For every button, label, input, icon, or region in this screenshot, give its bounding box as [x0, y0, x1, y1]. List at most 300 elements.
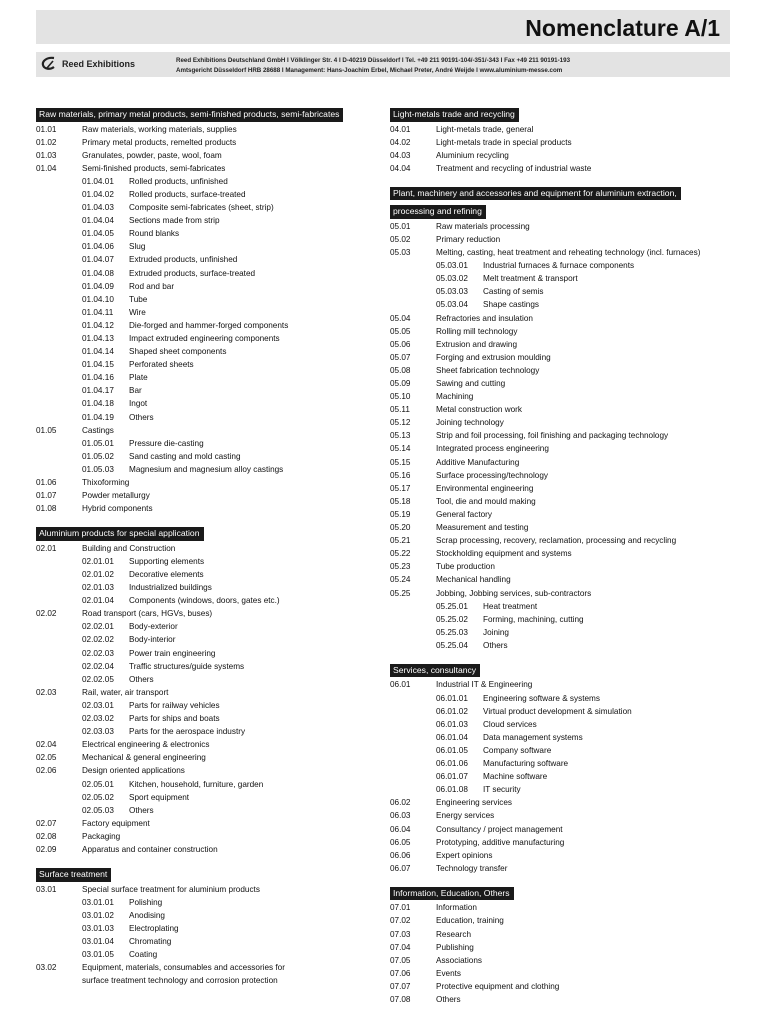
category-code: 01.04	[36, 163, 57, 173]
category-row	[36, 817, 366, 830]
category-label: Parts for the aerospace industry	[129, 727, 246, 737]
category-label: Raw materials processing	[436, 221, 530, 231]
category-label: Ingot	[129, 399, 148, 409]
subcategory-row	[36, 633, 366, 646]
section-information	[390, 883, 730, 1006]
subcategory-row	[36, 306, 366, 319]
category-label: Primary reduction	[436, 234, 501, 244]
subcategory-row	[390, 626, 730, 639]
gap	[36, 515, 366, 523]
category-code: 04.04	[390, 163, 411, 173]
subcategory-row	[36, 358, 366, 371]
section-rows	[36, 883, 366, 988]
category-label: Joining	[483, 627, 509, 637]
category-label: Mechanical & general engineering	[82, 753, 206, 763]
category-code: 05.25.04	[436, 640, 468, 650]
category-label: Special surface treatment for aluminium products	[82, 884, 260, 894]
category-row	[390, 482, 730, 495]
category-code: 05.13	[390, 431, 411, 441]
subcategory-row	[36, 948, 366, 961]
subcategory-row	[36, 922, 366, 935]
subcategory-row	[36, 594, 366, 607]
category-code: 05.25.02	[436, 614, 468, 624]
category-row	[390, 809, 730, 822]
subcategory-row	[36, 188, 366, 201]
subcategory-row	[36, 397, 366, 410]
category-row	[390, 364, 730, 377]
category-code: 01.04.19	[82, 412, 114, 422]
category-code: 05.12	[390, 418, 411, 428]
category-row	[390, 390, 730, 403]
category-label: Jobbing, Jobbing services, sub-contractors	[436, 588, 592, 598]
category-code: 05.05	[390, 326, 411, 336]
section-heading: Aluminium products for special application	[36, 527, 204, 541]
category-code: 01.02	[36, 137, 57, 147]
category-code: 05.25.01	[436, 601, 468, 611]
category-code: 03.02	[36, 963, 57, 973]
category-row	[36, 883, 366, 896]
category-label: Engineering software & systems	[483, 693, 600, 703]
category-row	[390, 416, 730, 429]
category-label: Refractories and insulation	[436, 313, 533, 323]
category-code: 06.01.03	[436, 719, 468, 729]
category-row	[36, 751, 366, 764]
category-code: 05.19	[390, 509, 411, 519]
category-label: Others	[436, 995, 461, 1005]
category-label: Rolling mill technology	[436, 326, 518, 336]
category-row	[390, 429, 730, 442]
category-code: 01.04.02	[82, 189, 114, 199]
category-code: 05.09	[390, 379, 411, 388]
subcategory-row	[390, 298, 730, 311]
category-code: 06.01.02	[436, 706, 468, 716]
category-row	[36, 686, 366, 699]
category-code: 07.05	[390, 955, 411, 965]
category-code: 03.01.02	[82, 910, 114, 920]
category-code: 05.03.01	[436, 261, 468, 271]
category-row	[390, 325, 730, 338]
category-row	[390, 849, 730, 862]
category-label: Forging and extrusion moulding	[436, 352, 551, 362]
category-row	[390, 980, 730, 993]
subcategory-row	[390, 770, 730, 783]
category-code: 01.04.15	[82, 360, 114, 370]
category-row	[36, 123, 366, 136]
category-label: Extrusion and drawing	[436, 339, 518, 349]
category-label: Body-exterior	[129, 622, 178, 632]
category-label: Scrap processing, recovery, reclamation, processing and recycling	[436, 536, 677, 546]
category-code: 01.05.02	[82, 451, 114, 461]
category-code: 01.04.06	[82, 242, 114, 252]
category-row	[390, 862, 730, 875]
category-label: Die-forged and hammer-forged components	[129, 320, 289, 330]
category-code: 01.04.11	[82, 307, 114, 317]
subcategory-row	[36, 293, 366, 306]
category-row	[390, 967, 730, 980]
category-label: Measurement and testing	[436, 523, 529, 533]
category-code: 05.08	[390, 365, 411, 375]
subcategory-row	[36, 804, 366, 817]
category-code: 01.04.07	[82, 255, 114, 265]
section-heading: Information, Education, Others	[390, 887, 514, 901]
subcategory-row	[36, 214, 366, 227]
category-label: Castings	[82, 425, 114, 435]
category-code: 05.15	[390, 457, 411, 467]
category-code: 02.05.02	[82, 792, 114, 802]
category-code: 01.04.01	[82, 176, 114, 186]
category-code: 01.04.16	[82, 373, 114, 383]
category-code: 06.01.07	[436, 772, 468, 782]
category-label: Associations	[436, 955, 482, 965]
category-label: Supporting elements	[129, 556, 205, 566]
category-label: Pressure die-casting	[129, 438, 204, 448]
category-label: Cloud services	[483, 719, 537, 729]
category-label: Extruded products, surface-treated	[129, 268, 256, 278]
category-code: 02.02	[36, 609, 57, 619]
category-code: 01.07	[36, 491, 57, 501]
section-rows	[390, 678, 730, 874]
category-label: Prototyping, additive manufacturing	[436, 837, 565, 847]
category-code: 07.03	[390, 929, 411, 939]
category-code: 05.01	[390, 221, 411, 231]
category-code: 03.01.03	[82, 923, 114, 933]
category-code: 05.02	[390, 234, 411, 244]
category-label: Components (windows, doors, gates etc.)	[129, 596, 280, 606]
category-code: 03.01.01	[82, 897, 114, 907]
category-label: Virtual product development & simulation	[483, 706, 632, 716]
category-code: 05.23	[390, 562, 411, 572]
subcategory-row	[36, 647, 366, 660]
category-row	[390, 456, 730, 469]
category-code: 02.03.01	[82, 700, 114, 710]
category-code: 02.01.02	[82, 570, 114, 579]
category-label: Treatment and recycling of industrial waste	[436, 163, 592, 173]
category-row	[36, 738, 366, 751]
category-label: Tube	[129, 294, 148, 304]
category-label: Mechanical handling	[436, 575, 511, 585]
category-code: 01.04.17	[82, 386, 114, 396]
category-label: Machine software	[483, 772, 548, 782]
category-label: Expert opinions	[436, 850, 493, 860]
subcategory-row	[36, 620, 366, 633]
gap	[36, 856, 366, 864]
section-rows	[36, 542, 366, 856]
category-label: Traffic structures/guide systems	[129, 661, 245, 671]
title-bar	[36, 10, 730, 44]
category-code: 02.02.04	[82, 661, 114, 671]
subcategory-row	[390, 639, 730, 652]
category-label: Sawing and cutting	[436, 379, 506, 388]
subcategory-row	[36, 896, 366, 909]
category-row	[36, 830, 366, 843]
category-code: 02.06	[36, 766, 57, 776]
category-row	[390, 469, 730, 482]
category-code: 02.03	[36, 687, 57, 697]
subcategory-row	[36, 332, 366, 345]
category-row	[390, 901, 730, 914]
category-code: 07.01	[390, 903, 411, 913]
category-code: 01.05.03	[82, 464, 114, 474]
category-code: 06.02	[390, 798, 411, 808]
category-label: Parts for railway vehicles	[129, 700, 220, 710]
category-code: 06.01.05	[436, 745, 468, 755]
section-heading-line-2: processing and refining	[390, 205, 486, 219]
subcategory-row	[36, 699, 366, 712]
category-code: 05.25.03	[436, 627, 468, 637]
subcategory-row	[36, 384, 366, 397]
subcategory-row	[36, 660, 366, 673]
section-heading: Raw materials, primary metal products, semi-finished products, semi-fabricates	[36, 108, 343, 122]
category-label: Industrial IT & Engineering	[436, 680, 533, 690]
category-label: Rolled products, surface-treated	[129, 189, 246, 199]
category-label: Coating	[129, 950, 158, 960]
category-row	[390, 560, 730, 573]
category-code: 06.04	[390, 824, 411, 834]
category-label: Primary metal products, remelted products	[82, 137, 237, 147]
category-code: 07.07	[390, 981, 411, 991]
category-row	[390, 403, 730, 416]
category-code: 02.01	[36, 543, 57, 553]
category-label: Integrated process engineering	[436, 444, 549, 454]
category-code: 01.04.18	[82, 399, 114, 409]
subcategory-row	[36, 253, 366, 266]
category-label: Rail, water, air transport	[82, 687, 169, 697]
category-row	[390, 338, 730, 351]
category-label: Company software	[483, 745, 552, 755]
section-rows	[390, 220, 730, 652]
reed-logo	[41, 56, 135, 72]
category-row	[390, 587, 730, 600]
category-code: 06.01.08	[436, 785, 468, 795]
category-code: 02.03.03	[82, 727, 114, 737]
category-label: Slug	[129, 242, 146, 252]
subcategory-row	[36, 725, 366, 738]
category-label: Semi-finished products, semi-fabricates	[82, 163, 226, 173]
subcategory-row	[36, 909, 366, 922]
category-row	[36, 162, 366, 175]
category-label: Bar	[129, 386, 142, 396]
category-code: 04.02	[390, 137, 411, 147]
category-row	[390, 149, 730, 162]
category-label: Shaped sheet components	[129, 347, 227, 357]
category-row	[390, 162, 730, 175]
category-row	[390, 823, 730, 836]
category-label: Rolled products, unfinished	[129, 176, 228, 186]
category-label: Rod and bar	[129, 281, 175, 291]
category-code: 01.04.09	[82, 281, 114, 291]
category-code: 02.01.03	[82, 583, 114, 593]
category-row	[390, 836, 730, 849]
subcategory-row	[36, 319, 366, 332]
category-code: 05.16	[390, 470, 411, 480]
category-code: 05.21	[390, 536, 411, 546]
category-row	[390, 351, 730, 364]
category-row	[390, 508, 730, 521]
subcategory-row	[36, 778, 366, 791]
category-code: 05.20	[390, 523, 411, 533]
category-label: Sections made from strip	[129, 216, 220, 226]
category-code: 05.06	[390, 339, 411, 349]
subcategory-row	[36, 555, 366, 568]
category-row	[390, 914, 730, 927]
section-rows	[390, 901, 730, 1006]
category-code: 02.05	[36, 753, 57, 763]
category-label: Metal construction work	[436, 405, 523, 415]
category-label: Publishing	[436, 942, 474, 952]
category-row	[390, 233, 730, 246]
category-code: 04.01	[390, 124, 411, 134]
section-services	[390, 660, 730, 875]
category-label: Impact extruded engineering components	[129, 334, 280, 343]
category-label: Energy services	[436, 811, 495, 821]
subcategory-row	[390, 757, 730, 770]
category-code: 02.01.01	[82, 556, 114, 566]
category-row	[36, 764, 366, 777]
category-row	[390, 246, 730, 259]
category-label: Factory equipment	[82, 818, 150, 828]
category-code: 06.06	[390, 850, 411, 860]
category-code: 07.06	[390, 968, 411, 978]
subcategory-row	[36, 791, 366, 804]
section-plant-machinery	[390, 183, 730, 652]
category-label: Packaging	[82, 831, 121, 841]
category-label: Extruded products, unfinished	[129, 255, 238, 265]
company-info-bar	[36, 52, 730, 77]
category-code: 06.01	[390, 680, 411, 690]
category-row	[36, 136, 366, 149]
category-code: 02.05.01	[82, 779, 114, 789]
company-details	[176, 56, 570, 76]
category-label: Raw materials, working materials, supplies	[82, 124, 237, 134]
category-code: 05.25	[390, 588, 411, 598]
category-label: Anodising	[129, 910, 165, 920]
subcategory-row	[390, 692, 730, 705]
category-code: 06.01.01	[436, 693, 468, 703]
section-surface-treatment	[36, 864, 366, 987]
category-row	[36, 961, 366, 974]
category-label: Melting, casting, heat treatment and reheating technology (incl. furnaces)	[436, 248, 701, 258]
category-code: 01.03	[36, 150, 57, 160]
category-label: Others	[129, 674, 154, 684]
category-code: 02.05.03	[82, 805, 114, 815]
category-label: Melt treatment & transport	[483, 274, 578, 284]
category-code: 03.01.04	[82, 936, 114, 946]
category-label: Machining	[436, 392, 474, 402]
category-code: 05.11	[390, 405, 410, 415]
category-code: 01.08	[36, 504, 57, 514]
category-code: 02.09	[36, 844, 57, 854]
subcategory-row	[390, 705, 730, 718]
section-light-metals	[390, 104, 730, 175]
category-label: Composite semi-fabricates (sheet, strip)	[129, 203, 274, 213]
section-rows	[390, 123, 730, 175]
section-raw-materials	[36, 104, 366, 515]
category-row	[390, 312, 730, 325]
category-row	[36, 489, 366, 502]
category-label: Manufacturing software	[483, 759, 569, 769]
category-label: Others	[483, 640, 508, 650]
category-code: 01.04.10	[82, 294, 114, 304]
category-row	[390, 573, 730, 586]
subcategory-row	[36, 935, 366, 948]
category-code: 05.24	[390, 575, 411, 585]
category-label: Shape castings	[483, 300, 539, 310]
category-code: 02.02.03	[82, 648, 114, 658]
category-label: Technology transfer	[436, 863, 508, 873]
subcategory-row	[390, 744, 730, 757]
category-label: Building and Construction	[82, 543, 176, 553]
category-code: 06.07	[390, 863, 411, 873]
gap	[390, 652, 730, 660]
logo-text: Reed Exhibitions	[62, 59, 136, 69]
section-aluminium-products	[36, 523, 366, 856]
subcategory-row	[390, 285, 730, 298]
category-code: 01.04.08	[82, 268, 114, 278]
category-label: Perforated sheets	[129, 360, 194, 370]
category-label: Forming, machining, cutting	[483, 614, 584, 624]
subcategory-row	[36, 371, 366, 384]
category-label: Wire	[129, 307, 146, 317]
category-code: 05.07	[390, 352, 411, 362]
category-code: 05.04	[390, 313, 411, 323]
subcategory-row	[36, 267, 366, 280]
category-code: 05.03.04	[436, 300, 468, 310]
company-line-1: Reed Exhibitions Deutschland GmbH I Völklinger Str. 4 I D-40219 Düsseldorf I Tel. +49 211 90191-104/-351/-343 I Fax +49 211 90191-193	[176, 57, 571, 64]
category-label: Parts for ships and boats	[129, 714, 220, 724]
category-code: 02.04	[36, 740, 57, 750]
category-code: 05.03.03	[436, 287, 468, 297]
subcategory-row	[390, 783, 730, 796]
category-code: 03.01	[36, 884, 57, 894]
category-label: Tube production	[436, 562, 495, 572]
category-label: Granulates, powder, paste, wool, foam	[82, 150, 222, 160]
gap	[390, 875, 730, 883]
category-label: Sheet fabrication technology	[436, 365, 540, 375]
category-code: 02.02.01	[82, 622, 114, 632]
company-line-2: Amtsgericht Düsseldorf HRB 28688 I Management: Hans-Joachim Erbel, Michael Preter, André Weijde I www.aluminium-messe.com	[176, 67, 563, 74]
category-label: Industrialized buildings	[129, 583, 212, 593]
category-code: 01.06	[36, 478, 57, 488]
section-heading-line-1: Plant, machinery and accessories and equipment for aluminium extraction,	[390, 187, 681, 201]
category-label: IT security	[483, 785, 521, 795]
page-title: Nomenclature A/1	[525, 15, 720, 41]
category-label: Information	[436, 903, 477, 913]
category-row	[390, 442, 730, 455]
category-label: Research	[436, 929, 472, 939]
subcategory-row	[36, 673, 366, 686]
category-label: Kitchen, household, furniture, garden	[129, 779, 264, 789]
category-label: Decorative elements	[129, 570, 204, 579]
category-code: 07.08	[390, 995, 411, 1005]
subcategory-row	[36, 201, 366, 214]
subcategory-row	[36, 463, 366, 476]
category-code: 05.03.02	[436, 274, 468, 284]
subcategory-row	[36, 568, 366, 581]
category-label: Others	[129, 412, 154, 422]
category-row	[390, 928, 730, 941]
category-row	[390, 123, 730, 136]
category-row	[390, 521, 730, 534]
section-heading: Services, consultancy	[390, 664, 480, 678]
category-row	[36, 149, 366, 162]
category-label: Tool, die and mould making	[436, 496, 536, 506]
section-heading: Surface treatment	[36, 868, 111, 882]
category-code: 05.17	[390, 483, 411, 493]
category-label: Industrial furnaces & furnace components	[483, 261, 635, 271]
category-label: Equipment, materials, consumables and accessories for	[82, 963, 285, 973]
category-code: 02.08	[36, 831, 57, 841]
category-label: Consultancy / project management	[436, 824, 563, 834]
